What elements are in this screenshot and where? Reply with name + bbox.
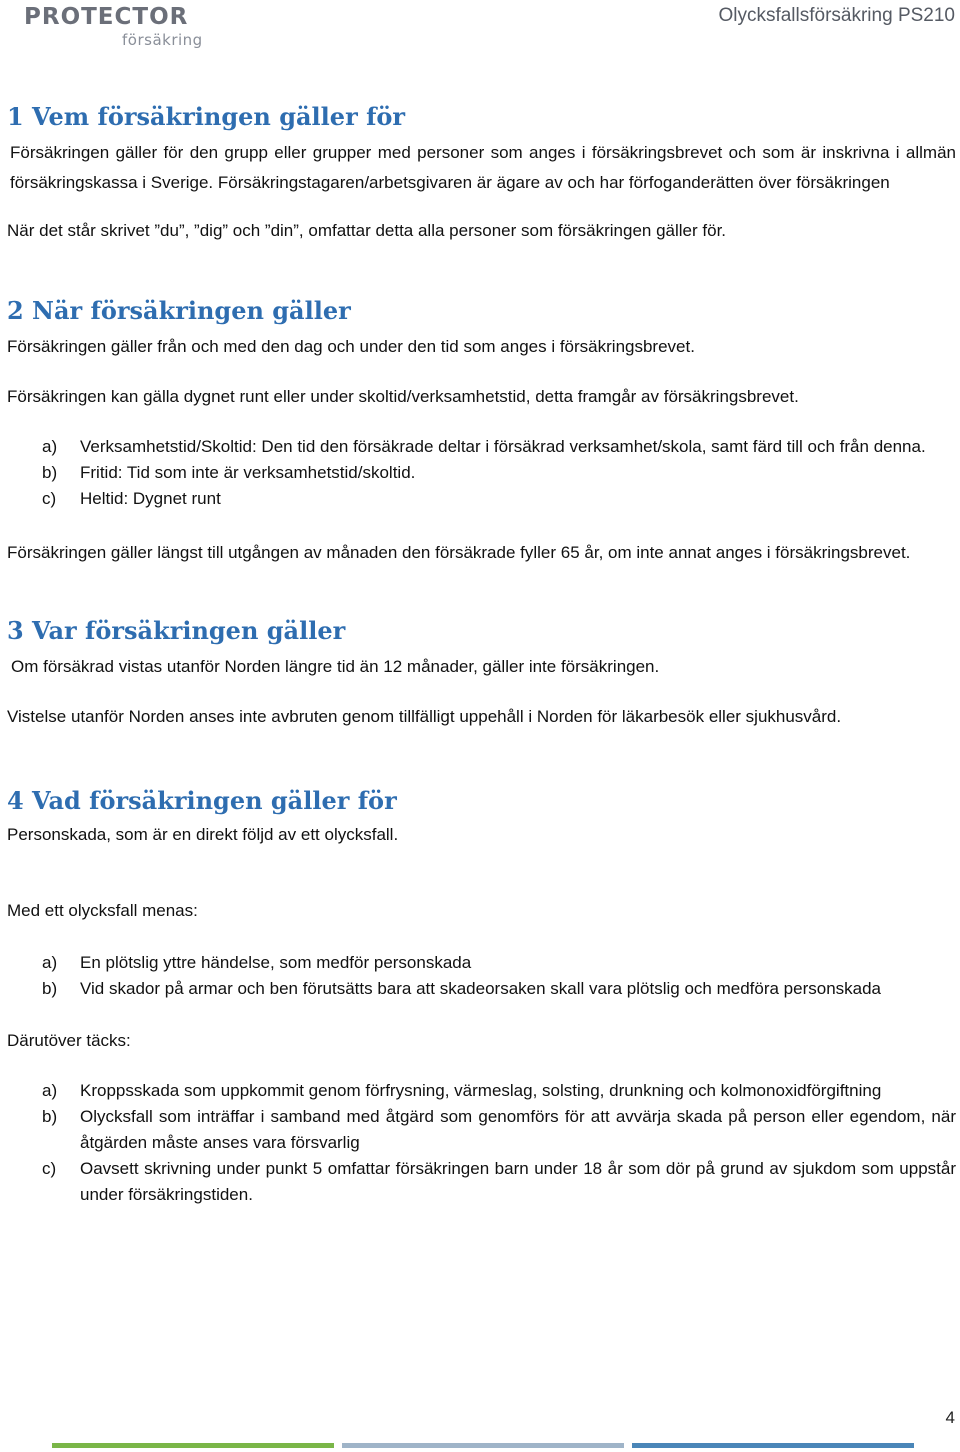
list-item	[7, 1156, 956, 1208]
list-marker: a)	[42, 953, 58, 972]
section-4-heading: 4 Vad försäkringen gäller för	[7, 786, 397, 815]
footer-bar-blue	[632, 1443, 914, 1448]
section-2-list	[7, 434, 956, 512]
section-3-paragraph-2: Vistelse utanför Norden anses inte avbruten genom tillfälligt uppehåll i Norden för läkarbesök eller sjukhusvård.	[7, 707, 842, 726]
page-number: 4	[945, 1408, 955, 1427]
list-item	[7, 434, 956, 460]
section-2-paragraph-3: Försäkringen gäller längst till utgången av månaden den försäkrade fyller 65 år, om inte annat anges i försäkringsbrevet.	[7, 543, 911, 562]
section-4-paragraph-3: Därutöver täcks:	[7, 1031, 131, 1050]
list-marker: b)	[42, 979, 58, 998]
list-item-text: Vid skador på armar och ben förutsätts bara att skadeorsaken skall vara plötslig och medföra personskada	[80, 979, 882, 998]
footer-bar-green	[52, 1443, 334, 1448]
list-item	[7, 1104, 956, 1156]
footer-bar-grey	[342, 1443, 624, 1448]
footer-color-bars	[52, 1443, 912, 1448]
list-item	[7, 976, 956, 1002]
section-3-heading: 3 Var försäkringen gäller	[7, 616, 346, 645]
section-3-paragraph-1: Om försäkrad vistas utanför Norden längre tid än 12 månader, gäller inte försäkringen.	[11, 657, 660, 676]
list-item	[7, 1078, 956, 1104]
section-4-paragraph-1: Personskada, som är en direkt följd av ett olycksfall.	[7, 825, 399, 844]
page-header	[0, 0, 960, 60]
list-item-text: Kroppsskada som uppkommit genom förfrysning, värmeslag, solsting, drunkning och kolmonoxidförgiftning	[80, 1081, 882, 1100]
document-body	[7, 98, 956, 1208]
list-item-text: Verksamhetstid/Skoltid: Den tid den försäkrade deltar i försäkrad verksamhet/skola, samt färd till och från denna.	[80, 437, 926, 456]
list-item-text: Olycksfall som inträffar i samband med åtgärd som genomförs för att avvärja skada på person eller egendom, när åtgärden måste anses vara försvarlig	[80, 1107, 956, 1152]
section-2-paragraph-2: Försäkringen kan gälla dygnet runt eller under skoltid/verksamhetstid, detta framgår av försäkringsbrevet.	[7, 387, 799, 406]
list-marker: a)	[42, 1081, 58, 1100]
section-1-heading: 1 Vem försäkringen gäller för	[7, 102, 406, 131]
section-4-paragraph-2: Med ett olycksfall menas:	[7, 901, 198, 920]
list-item	[7, 486, 956, 512]
list-item-text: En plötslig yttre händelse, som medför personskada	[80, 953, 472, 972]
section-4-list-2	[7, 1078, 956, 1208]
section-4-list-1	[7, 950, 956, 1002]
list-item-text: Heltid: Dygnet runt	[80, 489, 221, 508]
section-2-paragraph-1: Försäkringen gäller från och med den dag och under den tid som anges i försäkringsbrevet.	[7, 337, 695, 356]
list-marker: b)	[42, 1107, 58, 1126]
list-marker: b)	[42, 463, 58, 482]
section-2-heading: 2 När försäkringen gäller	[7, 296, 351, 325]
list-item-text: Oavsett skrivning under punkt 5 omfattar försäkringen barn under 18 år som dör på grund av sjukdom som uppstår under försäkringstiden.	[80, 1159, 956, 1204]
protector-logo	[24, 4, 204, 48]
list-marker: a)	[42, 437, 58, 456]
list-item-text: Fritid: Tid som inte är verksamhetstid/skoltid.	[80, 463, 416, 482]
list-marker: c)	[42, 489, 57, 508]
logo-subtitle: försäkring	[122, 31, 203, 49]
list-item	[7, 950, 956, 976]
section-1-paragraph-1: Försäkringen gäller för den grupp eller grupper med personer som anges i försäkringsbrevet och som är inskrivna i allmän försäkringskassa i Sverige. Försäkringstagaren/arbetsgivaren är ägare av och har förfoganderätten över försäkringen	[10, 143, 956, 192]
list-item	[7, 460, 956, 486]
logo-wordmark: PROTECTOR	[24, 4, 189, 30]
section-1-paragraph-2: När det står skrivet ”du”, ”dig” och ”din”, omfattar detta alla personer som försäkringen gäller för.	[7, 221, 727, 240]
list-marker: c)	[42, 1159, 57, 1178]
document-title: Olycksfallsförsäkring PS210	[718, 5, 955, 26]
